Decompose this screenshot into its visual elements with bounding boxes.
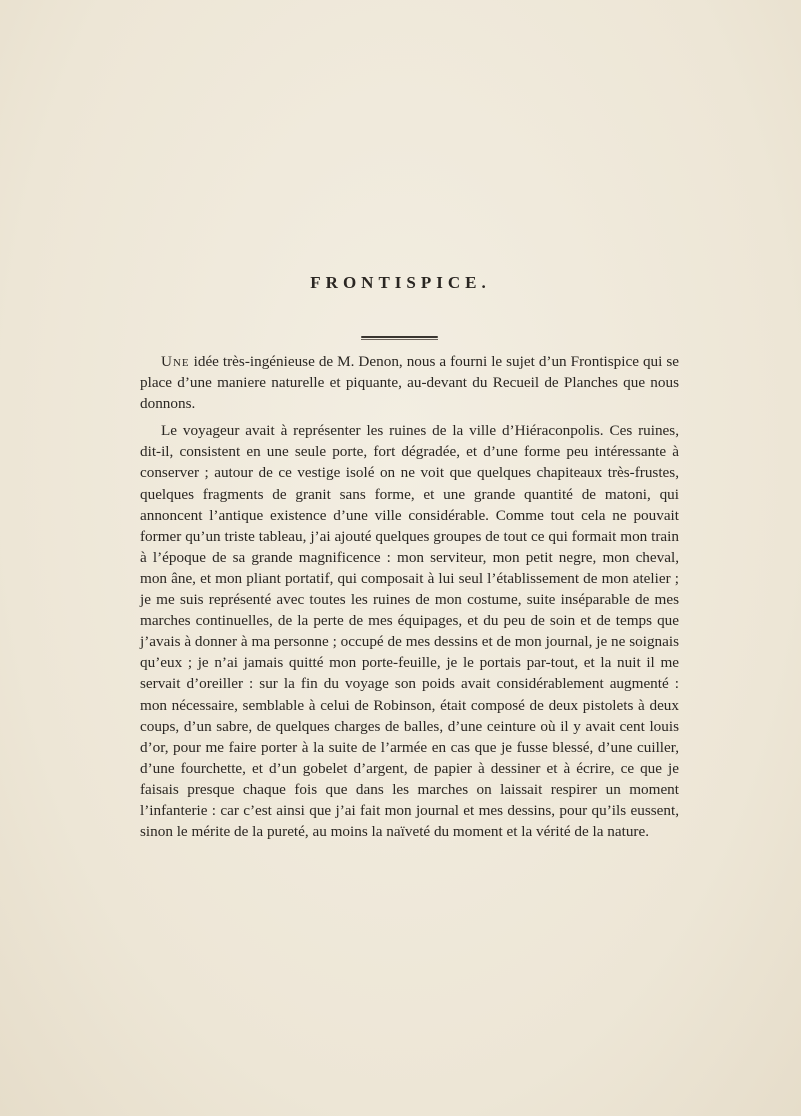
title-divider: [361, 336, 438, 340]
page-title: FRONTISPICE.: [310, 273, 491, 292]
paragraph-lead-word: Une: [161, 353, 190, 370]
paragraph-text: idée très-ingénieuse de M. Denon, nous a fourni le sujet d’un Frontispice qui se place d’une maniere naturelle et piquante, au-devant du Recueil de Planches que nous donnons.: [140, 353, 679, 413]
divider-thin-line: [361, 339, 438, 340]
paragraph-1: [140, 351, 679, 414]
body-text: [140, 351, 679, 848]
divider-thick-line: [361, 336, 438, 338]
paragraph-2: [140, 420, 679, 842]
paragraph-text: Le voyageur avait à représenter les ruines de la ville d’Hiéraconpolis. Ces ruines, dit-il, consistent en une seule porte, fort dégradée, et d’une forme peu intéressante à conserver ; autour de ce vestige isolé on ne voit que quelques chapiteaux très-frustes, quelques fragments de granit sans forme, et une grande quantité de matoni, qui annoncent l’antique existence d’une ville considérable. Comme tout cela ne pouvait former qu’un triste tableau, j’ai ajouté quelques groupes de tout ce qui formait mon train à l’époque de sa grande magnificence : mon serviteur, mon petit negre, mon cheval, mon âne, et mon pliant portatif, qui composait à lui seul l’établissement de mon atelier ; je me suis représenté avec toutes les ruines de mon costume, suite inséparable de mes marches continuelles, de la perte de mes équipages, et du peu de soin et de temps que j’avais à donner à ma personne ; occupé de mes dessins et de mon journal, je ne soignais qu’eux ; je n’ai jamais quitté mon porte-feuille, je le portais par-tout, et la nuit il me servait d’oreiller : sur la fin du voyage son poids avait considérablement augmenté : mon nécessaire, semblable à celui de Robinson, était composé de deux pistolets à deux coups, d’un sabre, de quelques charges de balles, d’une ceinture où il y avait cent louis d’or, pour me faire porter à la suite de l’armée en cas que je fusse blessé, d’une cuiller, d’une fourchette, et d’un gobelet d’argent, de papier à dessiner et à écrire, ce que je faisais presque chaque fois que dans les marches on laissait respirer un moment l’infanterie : car c’est ainsi que j’ai fait mon journal et mes dessins, pour qu’ils eussent, sinon le mérite de la pureté, au moins la naïveté du moment et la vérité de la nature.: [140, 422, 679, 841]
